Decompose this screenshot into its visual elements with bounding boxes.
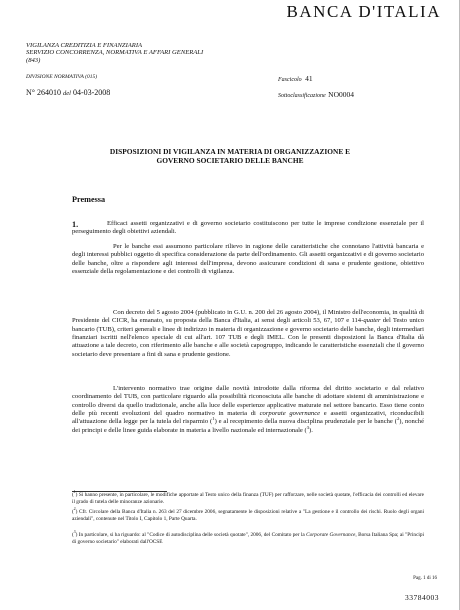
sottoclass-label: Sottoclassificazione <box>278 93 326 99</box>
paragraph-1: Efficaci assetti organizzativi e di governo societario costituiscono per tutte le imprese condizione essenziale per il perseguimento degli obiettivi aziendali. <box>72 220 424 236</box>
department-block <box>26 42 203 64</box>
department-line: SERVIZIO CONCORRENZA, NORMATIVA E AFFARI GENERALI <box>26 49 204 57</box>
footnote-text: In particolare, si ha riguardo: al "Codice di autodisciplina delle società quotate", 2006, del Comitato per la <box>77 532 307 538</box>
protocol-del-label: del <box>62 90 71 97</box>
footnote-text: , Borsa Italiana Spa; ai "Principi di governo societario" elaborati dall'OCSE <box>72 532 425 546</box>
text-run: ), nonché dei principi e delle linee guida elaborate in materia a livello nazionale ed internazionale ( <box>72 418 425 434</box>
footnote-text: Cfr. Circolare della Banca d'Italia n. 263 del 27 dicembre 2006, segnatamente le disposizioni relative a "La gestione e il controllo dei rischi. Ruolo degli organi aziendali", contenute nel Titolo I, Capitolo 1, Parte Quarta. <box>72 509 424 523</box>
footnote-1: ($^1$) Si hanno presente, in particolare, le modifiche apportate al Testo unico della finanza (TUF) per rafforzare, nelle società quotate, l'efficacia dei controlli ed elevare il grado di tutela delle minoranze azionarie. <box>72 490 424 506</box>
footnote-text: Si hanno presente, in particolare, le modifiche apportate al Testo unico della finanza (TUF) per rafforzare, nelle società quotate, l'efficacia dei controlli ed elevare il grado di tutela delle minoranze azionarie. <box>72 492 424 506</box>
paragraph-4 <box>72 385 424 435</box>
document-title <box>60 147 400 165</box>
footnote-ref[interactable]: 2 <box>396 416 400 422</box>
protocol-date: 04-03-2008 <box>72 88 111 97</box>
footnote-ref[interactable]: 1 <box>212 416 215 422</box>
fascicolo <box>278 74 313 83</box>
page-number: Pag. 1 di 16 <box>413 576 437 581</box>
division-label: DIVISIONE NORMATIVA (015) <box>26 74 98 80</box>
text-run: Con decreto del 5 agosto 2004 (pubblicato in G.U. n. 200 del 26 agosto 2004), il Ministro dell'economia, in qualità di Presidente del CICR, ha emanato, su proposta della Banca d'Italia, ai sensi degli articoli 53, 67, 107 e 114- <box>72 309 424 325</box>
fascicolo-label: Fascicolo <box>278 77 302 83</box>
paragraph-number: 1. <box>72 220 79 229</box>
paragraph-2: Per le banche essi assumono particolare rilievo in ragione delle caratteristiche che connotano l'attività bancaria e degli interessi pubblici oggetto di specifica considerazione da parte dell'ordinamento. Gli assetti organizzativi e di governo societario delle banche, oltre a rispondere agli interessi dell'impresa, devono assicurare condizioni di sana e prudente gestione, obiettivo essenziale della regolamentazione e dei controlli di vigilanza. <box>72 243 424 276</box>
sottoclass-value: NO0004 <box>328 90 355 99</box>
text-run-italic: corporate governance <box>259 410 321 418</box>
footnote-3: ($^3$) In particolare, si ha riguardo: al "Codice di autodisciplina delle società quotate", 2006, del Comitato per la Corporate Governance, Borsa Italiana Spa; ai "Principi di governo societario" elaborati dall'OCSE <box>72 530 425 546</box>
bank-logo-text: BANCA D'ITALIA <box>286 2 441 21</box>
department-line: VIGILANZA CREDITIZIA E FINANZIARIA <box>26 42 143 49</box>
footnote-2: ($^2$) Cfr. Circolare della Banca d'Italia n. 263 del 27 dicembre 2006, segnatamente le disposizioni relative a "La gestione e il controllo dei rischi. Ruolo degli organi aziendali", contenute nel Titolo I, Capitolo 1, Parte Quarta. <box>72 507 424 523</box>
protocol-line <box>26 88 110 97</box>
title-line: GOVERNO SOCIETARIO DELLE BANCHE <box>156 156 304 165</box>
sottoclassificazione <box>278 90 354 99</box>
text-run: L'intervento normativo trae origine dalle novità introdotte dalla riforma del diritto societario e dal relativo coordinamento del TUB, con particolare riguardo alla possibilità riconosciuta alle banche di adottare sistemi di amministrazione e controllo diversi da quello tradizionale, anche alla luce delle esperienze applicative maturate nel settore bancario. Esso tiene conto delle più recenti evoluzioni del quadro normativo in materia di <box>72 385 424 418</box>
text-run: del Testo unico bancario (TUB), criteri generali e linee di indirizzo in materia di organizzazione e governo societario delle banche, degli intermediari finanziari iscritti nell'elenco speciale di cui all'art. 107 TUB e degli IMEL. Con le presenti disposizioni la Banca d'Italia dà attuazione a tale decreto, con riferimento alle banche e alle società capogruppo, indicando le caratteristiche essenziali che il governo societario deve presentare a fini di sana e prudente gestione. <box>72 317 424 358</box>
department-line: (843) <box>26 56 41 64</box>
text-run: ). <box>309 426 313 434</box>
protocol-number: 264010 <box>36 88 61 97</box>
footnote-number: 3 <box>73 530 76 535</box>
protocol-prefix: N° <box>26 88 35 97</box>
section-heading: Premessa <box>72 195 106 204</box>
text-run: e assetti organizzativi, riconducibili all'attuazione della legge per la tutela del risparmio ( <box>72 410 424 426</box>
document-code: 33784003 <box>405 593 439 602</box>
footnote-number: 2 <box>73 507 76 512</box>
footnote-number: 1 <box>73 490 76 495</box>
footnote-text-italic: Corporate Governance <box>306 532 356 538</box>
fascicolo-value: 41 <box>305 74 313 83</box>
footnote-ref[interactable]: 3 <box>306 424 310 430</box>
title-line: DISPOSIZIONI DI VIGILANZA IN MATERIA DI ORGANIZZAZIONE E <box>109 147 351 156</box>
text-run: ) e al recepimento della nuova disciplina prudenziale per le banche ( <box>214 418 397 426</box>
text-run-italic: quater <box>363 317 381 325</box>
paragraph-3 <box>72 309 424 359</box>
